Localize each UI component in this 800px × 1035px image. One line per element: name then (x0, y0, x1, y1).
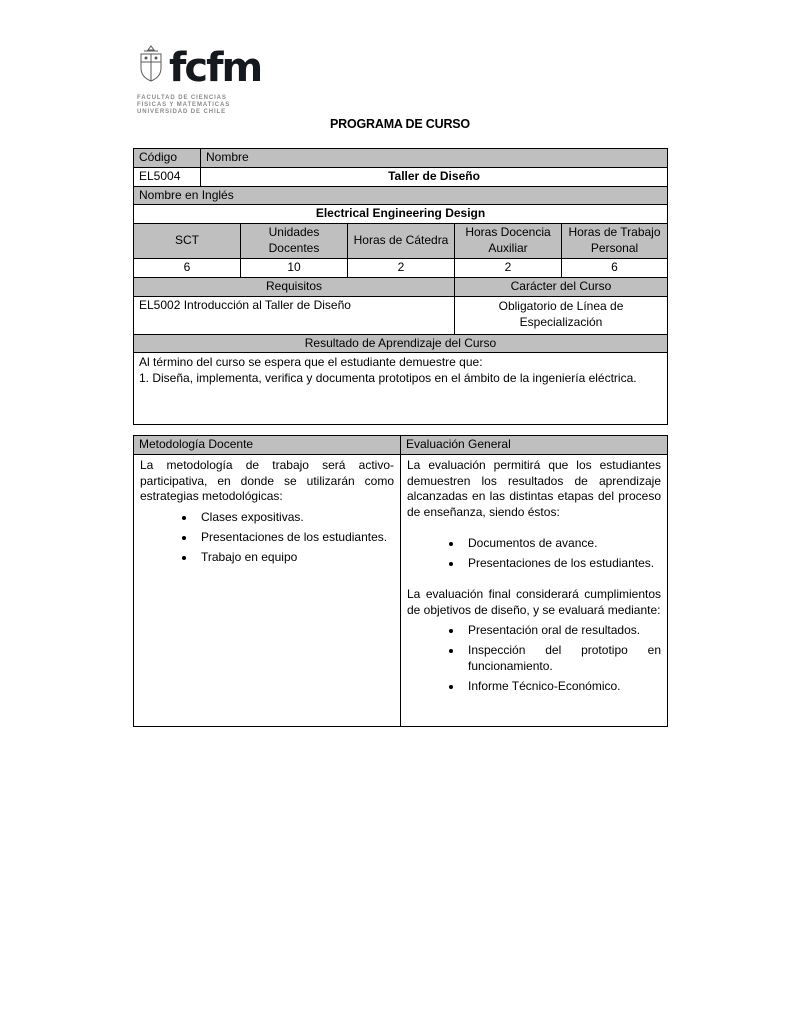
horas-docencia-auxiliar-value-cell: 2 (455, 258, 562, 277)
resultado-aprendizaje-header-cell: Resultado de Aprendizaje del Curso (134, 334, 668, 353)
caracter-curso-value-cell: Obligatorio de Línea de Especialización (455, 296, 668, 334)
resultado-item-1-text: 1. Diseña, implementa, verifica y documenta prototipos en el ámbito de la ingeniería eléctrica. (139, 371, 637, 386)
codigo-header-cell: Código (134, 149, 201, 168)
faculty-name (137, 95, 261, 116)
faculty-name-line: UNIVERSIDAD DE CHILE (137, 109, 227, 115)
bullet-item: • Presentación oral de resultados. (463, 623, 661, 639)
resultado-intro-text: Al término del curso se espera que el estudiante demuestre que: (139, 355, 483, 370)
metodologia-docente-body-cell (134, 454, 401, 726)
resultado-aprendizaje-value-cell (134, 353, 668, 425)
nombre-ingles-header-cell: Nombre en Inglés (134, 186, 668, 205)
bullet-item: • Documentos de avance. (463, 536, 661, 552)
metodologia-list (140, 510, 394, 565)
fcfm-logo (137, 44, 261, 116)
fcfm-wordmark: fcfm (169, 45, 262, 91)
bullet-item: • Trabajo en equipo (196, 550, 394, 566)
page-title: PROGRAMA DE CURSO (330, 117, 470, 131)
requisitos-value-cell: EL5002 Introducción al Taller de Diseño (134, 296, 455, 334)
sct-header-cell: SCT (134, 224, 241, 259)
nombre-ingles-value-cell: Electrical Engineering Design (134, 205, 668, 224)
faculty-name-line: FACULTAD DE CIENCIAS (137, 95, 227, 101)
fcfm-logo-top (137, 44, 262, 91)
requisitos-header-cell: Requisitos (134, 277, 455, 296)
horas-catedra-value-cell: 2 (348, 258, 455, 277)
evaluacion-general-body-cell (401, 454, 668, 726)
nombre-header-cell: Nombre (201, 149, 668, 168)
nombre-value-cell: Taller de Diseño (201, 167, 668, 186)
evaluacion-general-header-cell: Evaluación General (401, 436, 668, 455)
metodologia-docente-header-cell: Metodología Docente (134, 436, 401, 455)
course-info-table (133, 148, 668, 425)
bullet-item: • Informe Técnico-Económico. (463, 679, 661, 695)
evaluacion-final-list (407, 623, 661, 694)
bullet-item: • Presentaciones de los estudiantes. (196, 530, 394, 546)
horas-trabajo-personal-header-cell: Horas de Trabajo Personal (562, 224, 668, 259)
codigo-value-cell: EL5004 (134, 167, 201, 186)
universidad-de-chile-crest-icon (137, 44, 165, 88)
horas-trabajo-personal-value-cell: 6 (562, 258, 668, 277)
evaluacion-avance-list (407, 536, 661, 572)
bullet-item: • Presentaciones de los estudiantes. (463, 556, 661, 572)
unidades-docentes-value-cell: 10 (241, 258, 348, 277)
evaluacion-final-intro-text: La evaluación final considerará cumplimientos de objetivos de diseño, y se evaluará mediante: (407, 586, 661, 617)
sct-value-cell: 6 (134, 258, 241, 277)
metodologia-intro-text: La metodología de trabajo será activo-participativa, en donde se utilizarán como estrategias metodológicas: (140, 457, 394, 504)
horas-catedra-header-cell: Horas de Cátedra (348, 224, 455, 259)
caracter-curso-header-cell: Carácter del Curso (455, 277, 668, 296)
evaluacion-intro-text: La evaluación permitirá que los estudiantes demuestren los resultados de aprendizaje alcanzadas en las distintas etapas del proceso de enseñanza, siendo éstos: (407, 457, 661, 520)
horas-docencia-auxiliar-header-cell: Horas Docencia Auxiliar (455, 224, 562, 259)
bullet-item: • Inspección del prototipo en funcionamiento. (463, 643, 661, 675)
faculty-name-line: FISICAS Y MATEMATICAS (137, 102, 231, 108)
methodology-evaluation-table (133, 435, 668, 727)
bullet-item: • Clases expositivas. (196, 510, 394, 526)
unidades-docentes-header-cell: Unidades Docentes (241, 224, 348, 259)
